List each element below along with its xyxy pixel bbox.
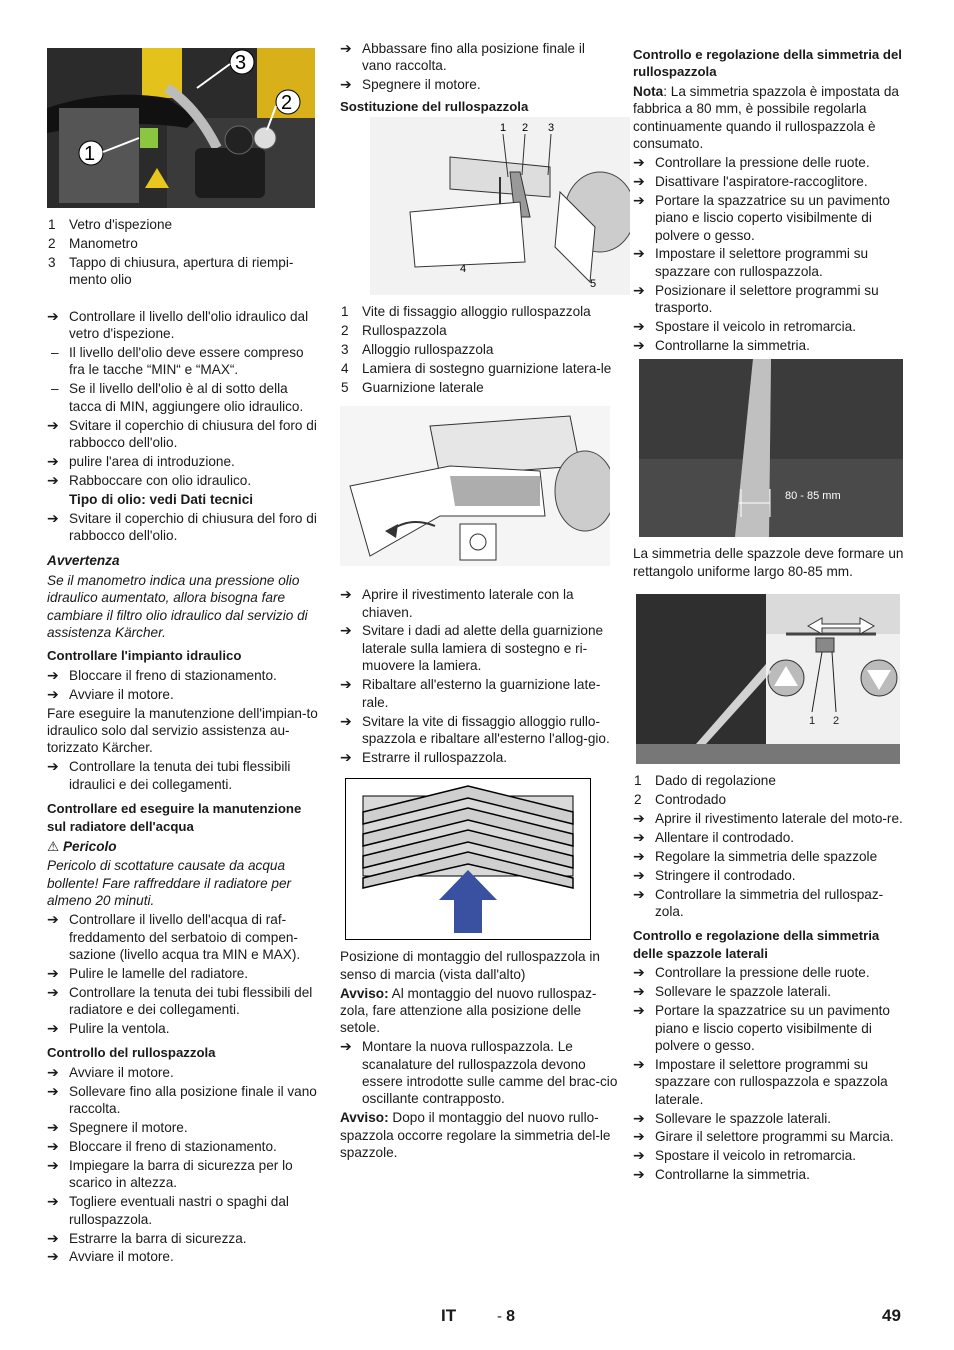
step-item: ➔ Svitare i dadi ad alette della guarnizione laterale sulla lamiera di sostegno e ri-muovere la lamiera. bbox=[340, 622, 604, 674]
arrow-icon: ➔ bbox=[47, 452, 59, 469]
step-item: ➔ Estrarre il rullospazzola. bbox=[340, 748, 508, 765]
sweep-pattern-photo bbox=[639, 359, 903, 537]
width-label: 80 - 85 mm bbox=[785, 490, 841, 503]
step-item: ➔ Pulire la ventola. bbox=[47, 1020, 170, 1037]
step-item: ➔ Aprire il rivestimento laterale del moto-re. bbox=[633, 810, 903, 827]
arrow-icon: ➔ bbox=[47, 1119, 59, 1136]
arrow-icon: ➔ bbox=[47, 1193, 59, 1210]
step-item: ➔ Sollevare le spazzole laterali. bbox=[633, 1109, 832, 1126]
arrow-icon: ➔ bbox=[47, 666, 59, 683]
arrow-icon: ➔ bbox=[633, 885, 645, 902]
step-item: ➔ Svitare il coperchio di chiusura del foro di rabbocco dell'olio. bbox=[47, 416, 317, 450]
step-item: ➔ Impiegare la barra di sicurezza per lo scarico in altezza. bbox=[47, 1156, 293, 1191]
brush-installation-diagram bbox=[345, 778, 591, 940]
step-item: ➔ Sollevare fino alla posizione finale il vano raccolta. bbox=[47, 1082, 317, 1117]
section-title-replace-brush: Sostituzione del rullospazzola bbox=[340, 98, 529, 114]
legend-item: 3 Tappo di chiusura, apertura di riempi-mento olio bbox=[48, 254, 294, 288]
step-item: ➔ Disattivare l'aspiratore-raccoglitore. bbox=[633, 172, 868, 189]
danger-heading: ⚠ Pericolo bbox=[47, 839, 117, 854]
callout-3: 3 bbox=[548, 122, 555, 135]
legend-item: 3 Alloggio rullospazzola bbox=[341, 341, 494, 357]
arrow-icon: ➔ bbox=[47, 964, 59, 981]
step-item: ➔ Ribaltare all'esterno la guarnizione late-rale. bbox=[340, 676, 601, 710]
step-item: ➔ Togliere eventuali nastri o spaghi dal rullospazzola. bbox=[47, 1193, 289, 1227]
legend-item: 2 Manometro bbox=[48, 235, 138, 251]
step-item: ➔ Montare la nuova rullospazzola. Le scanalature del rullospazzola devono essere introdotte sulle camme del brac-cio oscillante contrapposto. bbox=[340, 1038, 618, 1107]
notice-1: Avviso: Al montaggio del nuovo rullospaz-zola, fare attenzione alla posizione delle setole. bbox=[340, 985, 597, 1036]
legend-item: 2 Rullospazzola bbox=[341, 323, 447, 339]
section-title-radiator: Controllare ed eseguire la manutenzione sul radiatore dell'acqua bbox=[47, 801, 302, 834]
arrow-icon: ➔ bbox=[633, 847, 645, 864]
arrow-icon: ➔ bbox=[633, 1055, 645, 1072]
arrow-icon: ➔ bbox=[340, 712, 352, 729]
callout-2: 2 bbox=[281, 92, 293, 114]
arrow-icon: ➔ bbox=[633, 172, 645, 189]
arrow-icon: ➔ bbox=[340, 40, 352, 56]
arrow-icon: ➔ bbox=[633, 964, 645, 981]
step-item: ➔ Bloccare il freno di stazionamento. bbox=[47, 666, 277, 683]
arrow-icon: ➔ bbox=[47, 685, 59, 702]
arrow-icon: ➔ bbox=[340, 76, 352, 93]
arrow-icon: ➔ bbox=[340, 586, 352, 603]
arrow-icon: ➔ bbox=[633, 337, 645, 353]
footer-language: IT bbox=[441, 1306, 457, 1325]
legend-item: 1 Vetro d'ispezione bbox=[48, 217, 173, 232]
callout-4: 4 bbox=[460, 263, 467, 276]
warning-title: Avvertenza bbox=[47, 553, 120, 569]
step-item: – Il livello dell'olio deve essere compreso fra le tacche “MIN“ e “MAX“. bbox=[51, 344, 304, 378]
arrow-icon: ➔ bbox=[340, 622, 352, 639]
callout-2: 2 bbox=[522, 122, 529, 135]
arrow-icon: ➔ bbox=[633, 191, 645, 208]
step-item: ➔ Spostare il veicolo in retromarcia. bbox=[633, 318, 856, 335]
hydraulic-tank-photo bbox=[47, 48, 315, 208]
arrow-icon: ➔ bbox=[47, 1020, 59, 1037]
step-item: ➔ Impostare il selettore programmi su spazzare con rullospazzola. bbox=[633, 245, 869, 279]
callout-5: 5 bbox=[590, 278, 597, 291]
paragraph: Fare eseguire la manutenzione dell'impian-to idraulico solo dal servizio assistenza au-torizzato Kärcher. bbox=[47, 705, 318, 756]
step-item: ➔ Sollevare le spazzole laterali. bbox=[633, 983, 832, 1000]
footer-page-number: 49 bbox=[882, 1306, 901, 1325]
step-item: ➔ Controllarne la simmetria. bbox=[633, 337, 810, 353]
step-item: ➔ Pulire le lamelle del radiatore. bbox=[47, 964, 249, 981]
section-title-side-brushes: Controllo e regolazione della simmetria delle spazzole laterali bbox=[633, 928, 880, 961]
step-item: ➔ Stringere il controdado. bbox=[633, 866, 796, 883]
step-item: ➔ Posizionare il selettore programmi su trasporto. bbox=[633, 281, 879, 316]
callout-1: 1 bbox=[809, 715, 816, 728]
danger-text: Pericolo di scottature causate da acqua bollente! Fare raffreddare il radiatore per almeno 20 minuti. bbox=[47, 858, 292, 909]
step-item: ➔ Controllare il livello dell'olio idraulico dal vetro d'ispezione. bbox=[47, 307, 309, 342]
arrow-icon: ➔ bbox=[633, 866, 645, 883]
arrow-icon: ➔ bbox=[47, 509, 59, 526]
arrow-icon: ➔ bbox=[47, 1063, 59, 1080]
arrow-icon: ➔ bbox=[633, 828, 645, 845]
step-item: ➔ Bloccare il freno di stazionamento. bbox=[47, 1138, 277, 1154]
arrow-icon: ➔ bbox=[47, 307, 59, 324]
section-title-brush-check: Controllo del rullospazzola bbox=[47, 1045, 216, 1061]
arrow-icon: ➔ bbox=[47, 1156, 59, 1173]
arrow-icon: ➔ bbox=[633, 281, 645, 298]
step-item: ➔ Spegnere il motore. bbox=[47, 1119, 188, 1136]
side-cover-diagram bbox=[340, 406, 610, 566]
brush-replacement-diagram bbox=[370, 117, 630, 295]
arrow-icon: ➔ bbox=[633, 1002, 645, 1019]
step-item: ➔ Controllare la tenuta dei tubi flessibili idraulici e dei collegamenti. bbox=[47, 758, 291, 792]
step-item: ➔ Impostare il selettore programmi su spazzare con rullospazzola e spazzola laterale. bbox=[633, 1055, 888, 1107]
legend-item: 1 Dado di regolazione bbox=[634, 773, 776, 789]
footer-section-page: - 8 bbox=[497, 1308, 516, 1325]
callout-3: 3 bbox=[235, 52, 247, 74]
arrow-icon: ➔ bbox=[47, 1229, 59, 1246]
step-item: ➔ Regolare la simmetria delle spazzole bbox=[633, 847, 878, 864]
arrow-icon: ➔ bbox=[633, 1109, 645, 1126]
step-item: ➔ Estrarre la barra di sicurezza. bbox=[47, 1229, 247, 1246]
step-item: ➔ Controllare il livello dell'acqua di raf-freddamento del serbatoio di compen-sazione (livello acqua tra MIN e MAX). bbox=[47, 911, 301, 962]
step-item: ➔ Spostare il veicolo in retromarcia. bbox=[633, 1147, 856, 1164]
step-item: ➔ Controllare la tenuta dei tubi flessibili del radiatore e dei collegamenti. bbox=[47, 983, 313, 1018]
step-item: ➔ Aprire il rivestimento laterale con la chiaven. bbox=[340, 586, 574, 620]
arrow-icon: ➔ bbox=[633, 983, 645, 1000]
warning-text: Se il manometro indica una pressione olio idraulico aumentato, allora bisogna fare cambiare il filtro olio idraulico dal servizio di assistenza Kärcher. bbox=[47, 572, 308, 641]
arrow-icon: ➔ bbox=[47, 416, 59, 433]
step-item: ➔ Controllare la simmetria del rullospaz-zola. bbox=[633, 885, 884, 920]
step-item: ➔ pulire l'area di introduzione. bbox=[47, 452, 235, 469]
symmetry-caption: La simmetria delle spazzole deve formare un rettangolo uniforme largo 80-85 mm. bbox=[633, 546, 904, 579]
arrow-icon: ➔ bbox=[47, 758, 59, 775]
step-item: ➔ Controllarne la simmetria. bbox=[633, 1166, 810, 1183]
arrow-icon: ➔ bbox=[47, 471, 59, 488]
step-item: ➔ Avviare il motore. bbox=[47, 685, 174, 702]
arrow-icon: ➔ bbox=[633, 1128, 645, 1145]
step-item: ➔ Svitare il coperchio di chiusura del foro di rabbocco dell'olio. bbox=[47, 509, 317, 543]
legend-item: 4 Lamiera di sostegno guarnizione latera-le bbox=[341, 360, 612, 376]
oil-type-note: Tipo di olio: vedi Dati tecnici bbox=[69, 491, 254, 507]
notice-2: Avviso: Dopo il montaggio del nuovo rullo-spazzola occorre regolare la simmetria del-le spazzole. bbox=[340, 1110, 611, 1161]
callout-1: 1 bbox=[500, 122, 507, 135]
step-item: ➔ Allentare il controdado. bbox=[633, 828, 795, 845]
arrow-icon: ➔ bbox=[47, 911, 59, 928]
callout-1: 1 bbox=[84, 143, 96, 165]
step-item: ➔ Rabboccare con olio idraulico. bbox=[47, 471, 252, 488]
arrow-icon: ➔ bbox=[633, 1166, 645, 1183]
arrow-icon: ➔ bbox=[633, 318, 645, 335]
arrow-icon: ➔ bbox=[633, 1147, 645, 1164]
arrow-icon: ➔ bbox=[340, 676, 352, 693]
arrow-icon: ➔ bbox=[340, 748, 352, 765]
arrow-icon: ➔ bbox=[633, 245, 645, 262]
callout-2: 2 bbox=[833, 715, 840, 728]
column-left bbox=[47, 40, 319, 1267]
section-title-symmetry: Controllo e regolazione della simmetria del rullospazzola bbox=[633, 47, 902, 80]
step-item: – Se il livello dell'olio è al di sotto della tacca di MIN, aggiungere olio idraulico. bbox=[51, 381, 304, 414]
arrow-icon: ➔ bbox=[340, 1038, 352, 1055]
step-item: ➔ Portare la spazzatrice su un pavimento piano e liscio coperto visibilmente di polvere o gesso. bbox=[633, 1002, 890, 1053]
step-item: ➔ Controllare la pressione delle ruote. bbox=[633, 964, 870, 981]
install-caption: Posizione di montaggio del rullospazzola in senso di marcia (vista dall'alto) bbox=[340, 949, 600, 982]
nota-paragraph: Nota: La simmetria spazzola è impostata da fabbrica a 80 mm, è possibile regolarla continuamente quando il rullospazzola è consumato. bbox=[633, 83, 899, 152]
arrow-icon: ➔ bbox=[47, 1082, 59, 1099]
arrow-icon: ➔ bbox=[47, 1138, 59, 1154]
arrow-icon: ➔ bbox=[47, 983, 59, 1000]
legend-item: 2 Controdado bbox=[634, 792, 727, 808]
warning-triangle-icon: ⚠ bbox=[47, 839, 60, 854]
step-item: ➔ Portare la spazzatrice su un pavimento piano e liscio coperto visibilmente di polvere o gesso. bbox=[633, 191, 890, 243]
column-middle bbox=[340, 40, 618, 1163]
section-title-hydraulic: Controllare l'impianto idraulico bbox=[47, 648, 242, 664]
legend-item: 1 Vite di fissaggio alloggio rullospazzola bbox=[341, 304, 591, 320]
step-item: ➔ Spegnere il motore. bbox=[340, 76, 481, 93]
column-right bbox=[633, 40, 909, 1185]
step-item: ➔ Girare il selettore programmi su Marcia. bbox=[633, 1128, 894, 1145]
step-item: ➔ Svitare la vite di fissaggio alloggio rullo-spazzola e ribaltare all'esterno l'allog-gio. bbox=[340, 712, 610, 746]
step-item: ➔ Avviare il motore. bbox=[47, 1248, 174, 1265]
step-item: ➔ Abbassare fino alla posizione finale il vano raccolta. bbox=[340, 40, 585, 74]
arrow-icon: ➔ bbox=[47, 1248, 59, 1265]
step-item: ➔ Controllare la pressione delle ruote. bbox=[633, 153, 870, 170]
arrow-icon: ➔ bbox=[633, 810, 645, 827]
adjustment-photo bbox=[636, 594, 900, 764]
step-item: ➔ Avviare il motore. bbox=[47, 1063, 174, 1080]
legend-item: 5 Guarnizione laterale bbox=[341, 379, 484, 395]
arrow-icon: ➔ bbox=[633, 153, 645, 170]
